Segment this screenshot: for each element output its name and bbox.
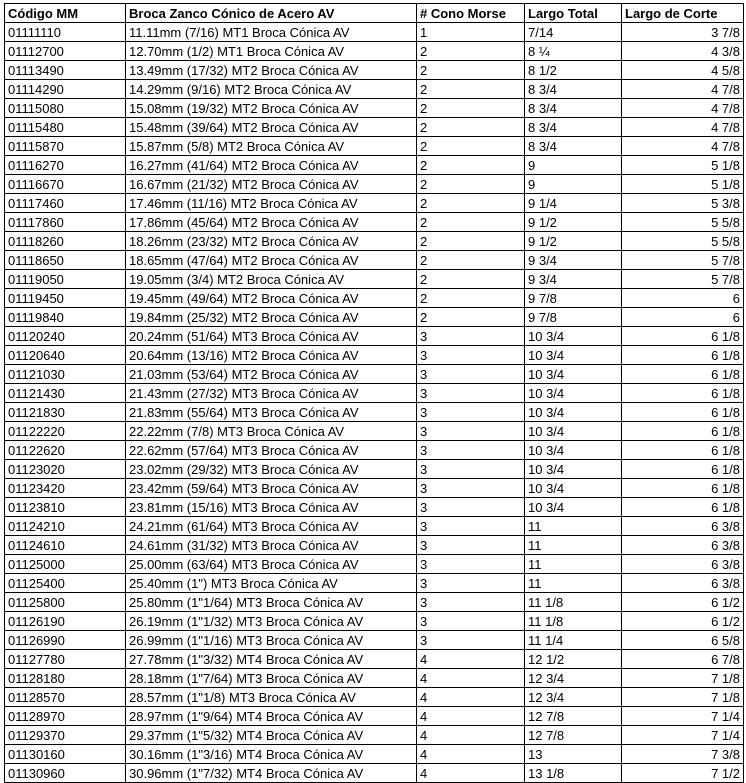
table-row	[5, 80, 744, 99]
cell-broca: 22.62mm (57/64) MT3 Broca Cónica AV	[126, 441, 417, 460]
cell-largo-corte: 6 1/8	[622, 403, 744, 422]
table-row	[5, 23, 744, 42]
table-row	[5, 764, 744, 783]
cell-largo-corte: 6 1/8	[622, 498, 744, 517]
cell-largo-total: 13	[525, 745, 622, 764]
table-row	[5, 289, 744, 308]
table-row	[5, 118, 744, 137]
cell-codigo: 01112700	[5, 42, 126, 61]
cell-largo-total: 9 7/8	[525, 308, 622, 327]
cell-broca: 21.83mm (55/64) MT3 Broca Cónica AV	[126, 403, 417, 422]
cell-cono-morse: 2	[417, 270, 525, 289]
cell-largo-total: 12 3/4	[525, 688, 622, 707]
cell-broca: 25.80mm (1"1/64) MT3 Broca Cónica AV	[126, 593, 417, 612]
cell-cono-morse: 3	[417, 346, 525, 365]
cell-cono-morse: 3	[417, 612, 525, 631]
cell-cono-morse: 2	[417, 251, 525, 270]
cell-broca: 21.43mm (27/32) MT3 Broca Cónica AV	[126, 384, 417, 403]
cell-codigo: 01114290	[5, 80, 126, 99]
cell-codigo: 01121430	[5, 384, 126, 403]
cell-codigo: 01123810	[5, 498, 126, 517]
cell-cono-morse: 3	[417, 498, 525, 517]
table-header	[5, 4, 744, 23]
cell-codigo: 01124610	[5, 536, 126, 555]
cell-cono-morse: 3	[417, 574, 525, 593]
cell-cono-morse: 3	[417, 479, 525, 498]
table-row	[5, 707, 744, 726]
cell-largo-total: 10 3/4	[525, 498, 622, 517]
cell-broca: 18.65mm (47/64) MT2 Broca Cónica AV	[126, 251, 417, 270]
cell-codigo: 01119450	[5, 289, 126, 308]
table-row	[5, 270, 744, 289]
cell-cono-morse: 3	[417, 631, 525, 650]
cell-cono-morse: 3	[417, 441, 525, 460]
cell-cono-morse: 2	[417, 194, 525, 213]
cell-broca: 30.96mm (1"7/32) MT4 Broca Cónica AV	[126, 764, 417, 783]
cell-cono-morse: 2	[417, 118, 525, 137]
cell-broca: 15.08mm (19/32) MT2 Broca Cónica AV	[126, 99, 417, 118]
table-row	[5, 688, 744, 707]
cell-largo-corte: 6 3/8	[622, 574, 744, 593]
cell-codigo: 01117460	[5, 194, 126, 213]
table-row	[5, 346, 744, 365]
cell-largo-corte: 6 3/8	[622, 536, 744, 555]
cell-largo-corte: 6 3/8	[622, 517, 744, 536]
cell-broca: 23.42mm (59/64) MT3 Broca Cónica AV	[126, 479, 417, 498]
cell-largo-total: 11	[525, 574, 622, 593]
cell-largo-corte: 5 3/8	[622, 194, 744, 213]
cell-broca: 15.87mm (5/8) MT2 Broca Cónica AV	[126, 137, 417, 156]
cell-largo-corte: 6 3/8	[622, 555, 744, 574]
cell-codigo: 01125800	[5, 593, 126, 612]
cell-codigo: 01119050	[5, 270, 126, 289]
cell-codigo: 01120240	[5, 327, 126, 346]
cell-largo-total: 11 1/8	[525, 593, 622, 612]
cell-codigo: 01115080	[5, 99, 126, 118]
cell-cono-morse: 4	[417, 726, 525, 745]
header-largo-corte: Largo de Corte	[622, 4, 744, 23]
cell-codigo: 01120640	[5, 346, 126, 365]
header-codigo: Código MM	[5, 4, 126, 23]
cell-broca: 29.37mm (1"5/32) MT4 Broca Cónica AV	[126, 726, 417, 745]
cell-cono-morse: 3	[417, 327, 525, 346]
table-row	[5, 308, 744, 327]
table-row	[5, 213, 744, 232]
cell-cono-morse: 3	[417, 384, 525, 403]
cell-largo-corte: 3 7/8	[622, 23, 744, 42]
table-row	[5, 631, 744, 650]
cell-cono-morse: 3	[417, 555, 525, 574]
table-row	[5, 479, 744, 498]
cell-codigo: 01123020	[5, 460, 126, 479]
cell-cono-morse: 4	[417, 650, 525, 669]
cell-cono-morse: 2	[417, 308, 525, 327]
cell-broca: 15.48mm (39/64) MT2 Broca Cónica AV	[126, 118, 417, 137]
cell-codigo: 01124210	[5, 517, 126, 536]
cell-cono-morse: 2	[417, 175, 525, 194]
cell-codigo: 01125400	[5, 574, 126, 593]
cell-cono-morse: 4	[417, 707, 525, 726]
cell-codigo: 01125000	[5, 555, 126, 574]
table-row	[5, 517, 744, 536]
cell-largo-corte: 6 1/8	[622, 346, 744, 365]
table-row	[5, 137, 744, 156]
cell-codigo: 01130960	[5, 764, 126, 783]
cell-largo-corte: 7 1/8	[622, 688, 744, 707]
table-row	[5, 536, 744, 555]
cell-largo-total: 11	[525, 517, 622, 536]
table-row	[5, 612, 744, 631]
cell-broca: 21.03mm (53/64) MT2 Broca Cónica AV	[126, 365, 417, 384]
cell-cono-morse: 4	[417, 688, 525, 707]
cell-largo-total: 7/14	[525, 23, 622, 42]
cell-largo-corte: 4 7/8	[622, 80, 744, 99]
cell-broca: 19.05mm (3/4) MT2 Broca Cónica AV	[126, 270, 417, 289]
cell-largo-total: 11	[525, 555, 622, 574]
cell-cono-morse: 3	[417, 536, 525, 555]
drill-spec-table	[4, 3, 744, 783]
cell-codigo: 01126190	[5, 612, 126, 631]
cell-largo-corte: 6 1/8	[622, 479, 744, 498]
cell-codigo: 01127780	[5, 650, 126, 669]
cell-largo-corte: 4 7/8	[622, 137, 744, 156]
cell-largo-total: 11	[525, 536, 622, 555]
cell-largo-total: 11 1/8	[525, 612, 622, 631]
cell-codigo: 01116670	[5, 175, 126, 194]
cell-largo-total: 12 1/2	[525, 650, 622, 669]
cell-largo-corte: 7 1/4	[622, 726, 744, 745]
table-body	[5, 23, 744, 783]
cell-codigo: 01116270	[5, 156, 126, 175]
table-row	[5, 574, 744, 593]
cell-largo-total: 9 1/2	[525, 232, 622, 251]
cell-cono-morse: 3	[417, 403, 525, 422]
cell-codigo: 01122620	[5, 441, 126, 460]
cell-broca: 20.24mm (51/64) MT3 Broca Cónica AV	[126, 327, 417, 346]
cell-broca: 26.19mm (1"1/32) MT3 Broca Cónica AV	[126, 612, 417, 631]
cell-largo-total: 10 3/4	[525, 403, 622, 422]
cell-largo-corte: 5 1/8	[622, 156, 744, 175]
cell-largo-total: 11 1/4	[525, 631, 622, 650]
table-row	[5, 422, 744, 441]
cell-broca: 17.86mm (45/64) MT2 Broca Cónica AV	[126, 213, 417, 232]
cell-largo-corte: 6	[622, 308, 744, 327]
cell-codigo: 01118650	[5, 251, 126, 270]
cell-largo-corte: 7 1/8	[622, 669, 744, 688]
header-broca: Broca Zanco Cónico de Acero AV	[126, 4, 417, 23]
cell-largo-total: 12 7/8	[525, 707, 622, 726]
cell-cono-morse: 3	[417, 593, 525, 612]
cell-broca: 19.84mm (25/32) MT2 Broca Cónica AV	[126, 308, 417, 327]
table-row	[5, 669, 744, 688]
table-row	[5, 555, 744, 574]
cell-largo-total: 10 3/4	[525, 327, 622, 346]
cell-cono-morse: 3	[417, 460, 525, 479]
cell-broca: 25.40mm (1") MT3 Broca Cónica AV	[126, 574, 417, 593]
cell-broca: 28.18mm (1"7/64) MT3 Broca Cónica AV	[126, 669, 417, 688]
table-row	[5, 441, 744, 460]
cell-codigo: 01118260	[5, 232, 126, 251]
cell-codigo: 01129370	[5, 726, 126, 745]
cell-codigo: 01128570	[5, 688, 126, 707]
cell-broca: 16.27mm (41/64) MT2 Broca Cónica AV	[126, 156, 417, 175]
table-row	[5, 745, 744, 764]
cell-largo-corte: 6	[622, 289, 744, 308]
table-row	[5, 726, 744, 745]
cell-broca: 28.57mm (1"1/8) MT3 Broca Cónica AV	[126, 688, 417, 707]
header-largo-total: Largo Total	[525, 4, 622, 23]
cell-largo-total: 10 3/4	[525, 422, 622, 441]
cell-broca: 30.16mm (1"3/16) MT4 Broca Cónica AV	[126, 745, 417, 764]
cell-largo-total: 9	[525, 156, 622, 175]
cell-broca: 11.11mm (7/16) MT1 Broca Cónica AV	[126, 23, 417, 42]
cell-broca: 25.00mm (63/64) MT3 Broca Cónica AV	[126, 555, 417, 574]
cell-largo-corte: 6 7/8	[622, 650, 744, 669]
cell-cono-morse: 3	[417, 517, 525, 536]
cell-broca: 18.26mm (23/32) MT2 Broca Cónica AV	[126, 232, 417, 251]
cell-largo-total: 8 3/4	[525, 137, 622, 156]
cell-codigo: 01111110	[5, 23, 126, 42]
header-row	[5, 4, 744, 23]
table-row	[5, 61, 744, 80]
cell-broca: 24.61mm (31/32) MT3 Broca Cónica AV	[126, 536, 417, 555]
table-row	[5, 498, 744, 517]
cell-largo-corte: 6 1/8	[622, 384, 744, 403]
cell-largo-corte: 7 3/8	[622, 745, 744, 764]
cell-largo-total: 10 3/4	[525, 384, 622, 403]
cell-codigo: 01126990	[5, 631, 126, 650]
cell-largo-total: 10 3/4	[525, 346, 622, 365]
cell-largo-corte: 7 1/2	[622, 764, 744, 783]
cell-broca: 12.70mm (1/2) MT1 Broca Cónica AV	[126, 42, 417, 61]
cell-broca: 23.81mm (15/16) MT3 Broca Cónica AV	[126, 498, 417, 517]
table-row	[5, 42, 744, 61]
cell-largo-corte: 6 1/8	[622, 441, 744, 460]
cell-broca: 27.78mm (1"3/32) MT4 Broca Cónica AV	[126, 650, 417, 669]
cell-codigo: 01113490	[5, 61, 126, 80]
cell-largo-total: 8 3/4	[525, 118, 622, 137]
cell-largo-corte: 5 5/8	[622, 213, 744, 232]
table-row	[5, 365, 744, 384]
cell-codigo: 01117860	[5, 213, 126, 232]
cell-largo-corte: 6 1/2	[622, 612, 744, 631]
cell-largo-total: 9 1/2	[525, 213, 622, 232]
cell-largo-corte: 4 7/8	[622, 99, 744, 118]
table-row	[5, 327, 744, 346]
cell-codigo: 01121030	[5, 365, 126, 384]
cell-cono-morse: 2	[417, 61, 525, 80]
cell-cono-morse: 2	[417, 213, 525, 232]
cell-largo-corte: 6 1/8	[622, 422, 744, 441]
cell-largo-total: 12 3/4	[525, 669, 622, 688]
cell-codigo: 01115480	[5, 118, 126, 137]
cell-broca: 16.67mm (21/32) MT2 Broca Cónica AV	[126, 175, 417, 194]
cell-largo-total: 13 1/8	[525, 764, 622, 783]
cell-broca: 26.99mm (1"1/16) MT3 Broca Cónica AV	[126, 631, 417, 650]
cell-broca: 24.21mm (61/64) MT3 Broca Cónica AV	[126, 517, 417, 536]
cell-cono-morse: 2	[417, 232, 525, 251]
cell-cono-morse: 2	[417, 80, 525, 99]
cell-largo-total: 8 ¼	[525, 42, 622, 61]
cell-broca: 13.49mm (17/32) MT2 Broca Cónica AV	[126, 61, 417, 80]
cell-largo-corte: 5 7/8	[622, 251, 744, 270]
cell-broca: 19.45mm (49/64) MT2 Broca Cónica AV	[126, 289, 417, 308]
cell-cono-morse: 2	[417, 99, 525, 118]
cell-codigo: 01130160	[5, 745, 126, 764]
table-row	[5, 251, 744, 270]
cell-largo-total: 10 3/4	[525, 479, 622, 498]
table-row	[5, 593, 744, 612]
cell-broca: 17.46mm (11/16) MT2 Broca Cónica AV	[126, 194, 417, 213]
cell-largo-total: 9 7/8	[525, 289, 622, 308]
cell-codigo: 01123420	[5, 479, 126, 498]
cell-largo-total: 10 3/4	[525, 460, 622, 479]
cell-broca: 22.22mm (7/8) MT3 Broca Cónica AV	[126, 422, 417, 441]
cell-largo-total: 9 3/4	[525, 251, 622, 270]
table-row	[5, 650, 744, 669]
cell-largo-corte: 6 1/8	[622, 327, 744, 346]
table-row	[5, 194, 744, 213]
table-row	[5, 232, 744, 251]
cell-largo-total: 10 3/4	[525, 441, 622, 460]
cell-largo-corte: 5 5/8	[622, 232, 744, 251]
cell-cono-morse: 2	[417, 289, 525, 308]
cell-largo-corte: 6 1/8	[622, 365, 744, 384]
cell-cono-morse: 4	[417, 669, 525, 688]
cell-cono-morse: 4	[417, 745, 525, 764]
cell-largo-corte: 5 1/8	[622, 175, 744, 194]
cell-largo-corte: 6 1/2	[622, 593, 744, 612]
cell-cono-morse: 2	[417, 42, 525, 61]
table-row	[5, 403, 744, 422]
cell-largo-corte: 4 7/8	[622, 118, 744, 137]
cell-largo-corte: 5 7/8	[622, 270, 744, 289]
table-row	[5, 384, 744, 403]
cell-codigo: 01115870	[5, 137, 126, 156]
cell-broca: 23.02mm (29/32) MT3 Broca Cónica AV	[126, 460, 417, 479]
cell-largo-corte: 7 1/4	[622, 707, 744, 726]
table-row	[5, 460, 744, 479]
cell-cono-morse: 3	[417, 422, 525, 441]
cell-largo-corte: 6 5/8	[622, 631, 744, 650]
table-row	[5, 99, 744, 118]
cell-largo-total: 8 3/4	[525, 80, 622, 99]
cell-cono-morse: 1	[417, 23, 525, 42]
cell-broca: 28.97mm (1"9/64) MT4 Broca Cónica AV	[126, 707, 417, 726]
cell-largo-total: 10 3/4	[525, 365, 622, 384]
cell-largo-corte: 4 3/8	[622, 42, 744, 61]
cell-largo-corte: 6 1/8	[622, 460, 744, 479]
cell-largo-corte: 4 5/8	[622, 61, 744, 80]
cell-largo-total: 8 1/2	[525, 61, 622, 80]
cell-cono-morse: 3	[417, 365, 525, 384]
cell-largo-total: 9 1/4	[525, 194, 622, 213]
cell-codigo: 01121830	[5, 403, 126, 422]
cell-broca: 20.64mm (13/16) MT2 Broca Cónica AV	[126, 346, 417, 365]
cell-codigo: 01128180	[5, 669, 126, 688]
cell-cono-morse: 2	[417, 137, 525, 156]
cell-largo-total: 12 7/8	[525, 726, 622, 745]
cell-codigo: 01119840	[5, 308, 126, 327]
table-row	[5, 175, 744, 194]
header-cono-morse: # Cono Morse	[417, 4, 525, 23]
cell-cono-morse: 2	[417, 156, 525, 175]
cell-largo-total: 8 3/4	[525, 99, 622, 118]
cell-largo-total: 9	[525, 175, 622, 194]
cell-codigo: 01122220	[5, 422, 126, 441]
cell-largo-total: 9 3/4	[525, 270, 622, 289]
cell-broca: 14.29mm (9/16) MT2 Broca Cónica AV	[126, 80, 417, 99]
cell-codigo: 01128970	[5, 707, 126, 726]
table-row	[5, 156, 744, 175]
cell-cono-morse: 4	[417, 764, 525, 783]
